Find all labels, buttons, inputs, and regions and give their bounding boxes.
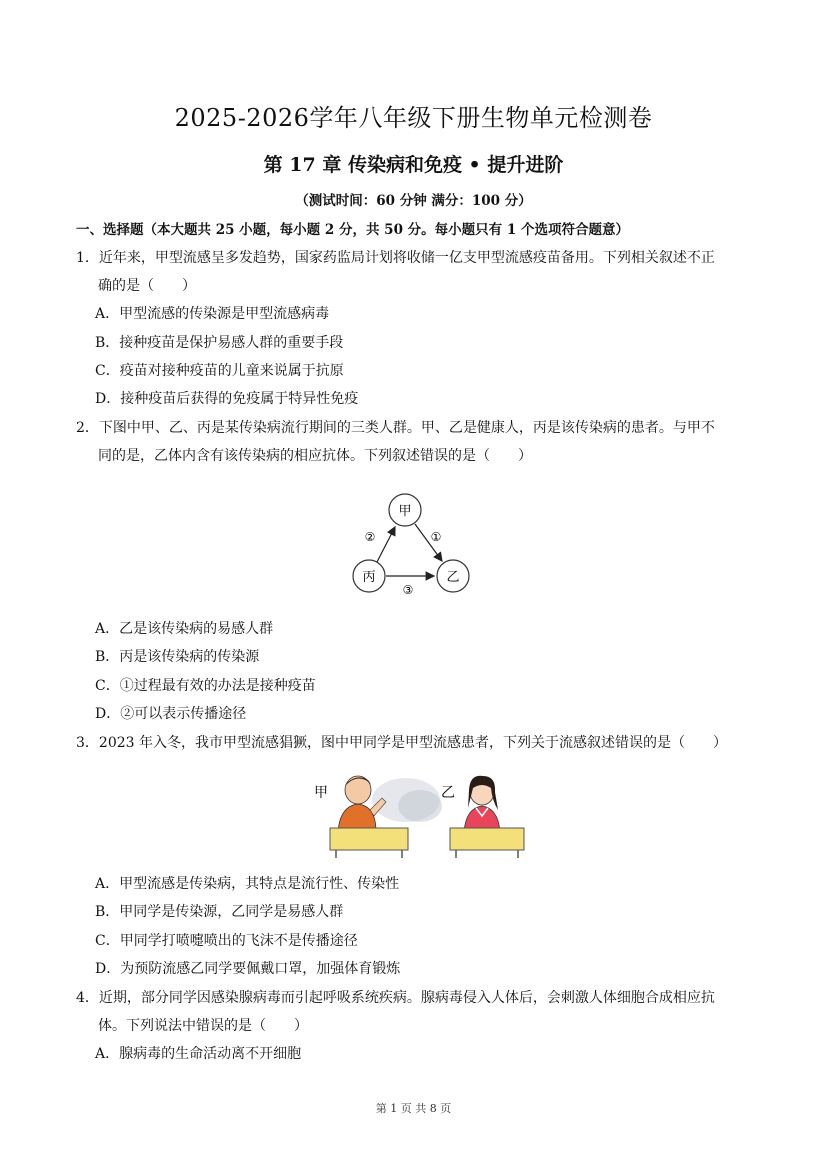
question-1-stem-cont: 确的是（ ） — [98, 278, 196, 294]
desk-right — [450, 828, 524, 850]
question-1-option-a: A．甲型流感的传染源是甲型流感病毒 — [95, 306, 330, 322]
question-2-option-b: B．丙是该传染病的传染源 — [95, 649, 260, 665]
question-2-option-a: A．乙是该传染病的易感人群 — [95, 621, 274, 637]
question-1-option-d: D．接种疫苗后获得的免疫属于特异性免疫 — [95, 391, 359, 407]
question-2-stem-cont: 同的是，乙体内含有该传染病的相应抗体。下列叙述错误的是（ ） — [98, 448, 532, 464]
question-1-option-b: B．接种疫苗是保护易感人群的重要手段 — [95, 335, 344, 351]
question-2-option-d: D．②可以表示传播途径 — [95, 706, 247, 722]
student-jia-figure — [338, 776, 386, 832]
arrow-2-label: ② — [364, 530, 376, 544]
arrow-2 — [377, 527, 395, 562]
exam-title: 2025-2026学年八年级下册生物单元检测卷 — [174, 104, 653, 132]
transmission-diagram — [345, 490, 485, 600]
sneezing-illustration — [310, 770, 540, 860]
question-3-stem: 3．2023 年入冬，我市甲型流感猖獗，图中甲同学是甲型流感患者，下列关于流感叙述错误的是（ ） — [76, 735, 727, 751]
exam-time-score: （测试时间：60 分钟 满分：100 分） — [295, 193, 532, 209]
question-4-stem: 4．近期，部分同学因感染腺病毒而引起呼吸系统疾病。腺病毒侵入人体后，会刺激人体细胞合成相应抗 — [76, 990, 715, 1006]
section-heading: 一、选择题（本大题共 25 小题，每小题 2 分，共 50 分。每小题只有 1 个选项符合题意） — [76, 222, 629, 238]
arrow-1-label: ① — [430, 530, 442, 544]
question-4-stem-cont: 体。下列说法中错误的是（ ） — [98, 1018, 308, 1034]
student-jia-label: 甲 — [314, 785, 328, 801]
student-yi-label: 乙 — [441, 785, 455, 801]
question-2-option-c: C．①过程最有效的办法是接种疫苗 — [95, 678, 316, 694]
chapter-subtitle: 第 17 章 传染病和免疫 • 提升进阶 — [263, 154, 564, 176]
question-3-option-c: C．甲同学打喷嚏喷出的飞沫不是传播途径 — [95, 933, 358, 949]
question-3-option-d: D．为预防流感乙同学要佩戴口罩，加强体育锻炼 — [95, 961, 401, 977]
question-1-option-c: C．疫苗对接种疫苗的儿童来说属于抗原 — [95, 363, 344, 379]
arrow-3-label: ③ — [402, 583, 414, 597]
question-3-option-a: A．甲型流感是传染病，其特点是流行性、传染性 — [95, 876, 400, 892]
node-yi-label: 乙 — [446, 570, 460, 585]
node-bing-label: 丙 — [362, 570, 376, 585]
node-jia-label: 甲 — [398, 504, 412, 519]
question-3-option-b: B．甲同学是传染源，乙同学是易感人群 — [95, 904, 344, 920]
student-yi-figure — [464, 776, 500, 832]
desk-left — [330, 828, 408, 850]
question-4-option-a: A．腺病毒的生命活动离不开细胞 — [95, 1046, 302, 1062]
question-2-stem: 2．下图中甲、乙、丙是某传染病流行期间的三类人群。甲、乙是健康人，丙是该传染病的患者。与甲不 — [76, 420, 715, 436]
question-1-stem: 1．近年来，甲型流感呈多发趋势，国家药监局计划将收储一亿支甲型流感疫苗备用。下列相关叙述不正 — [76, 250, 715, 266]
page-footer: 第 1 页 共 8 页 — [375, 1102, 452, 1115]
